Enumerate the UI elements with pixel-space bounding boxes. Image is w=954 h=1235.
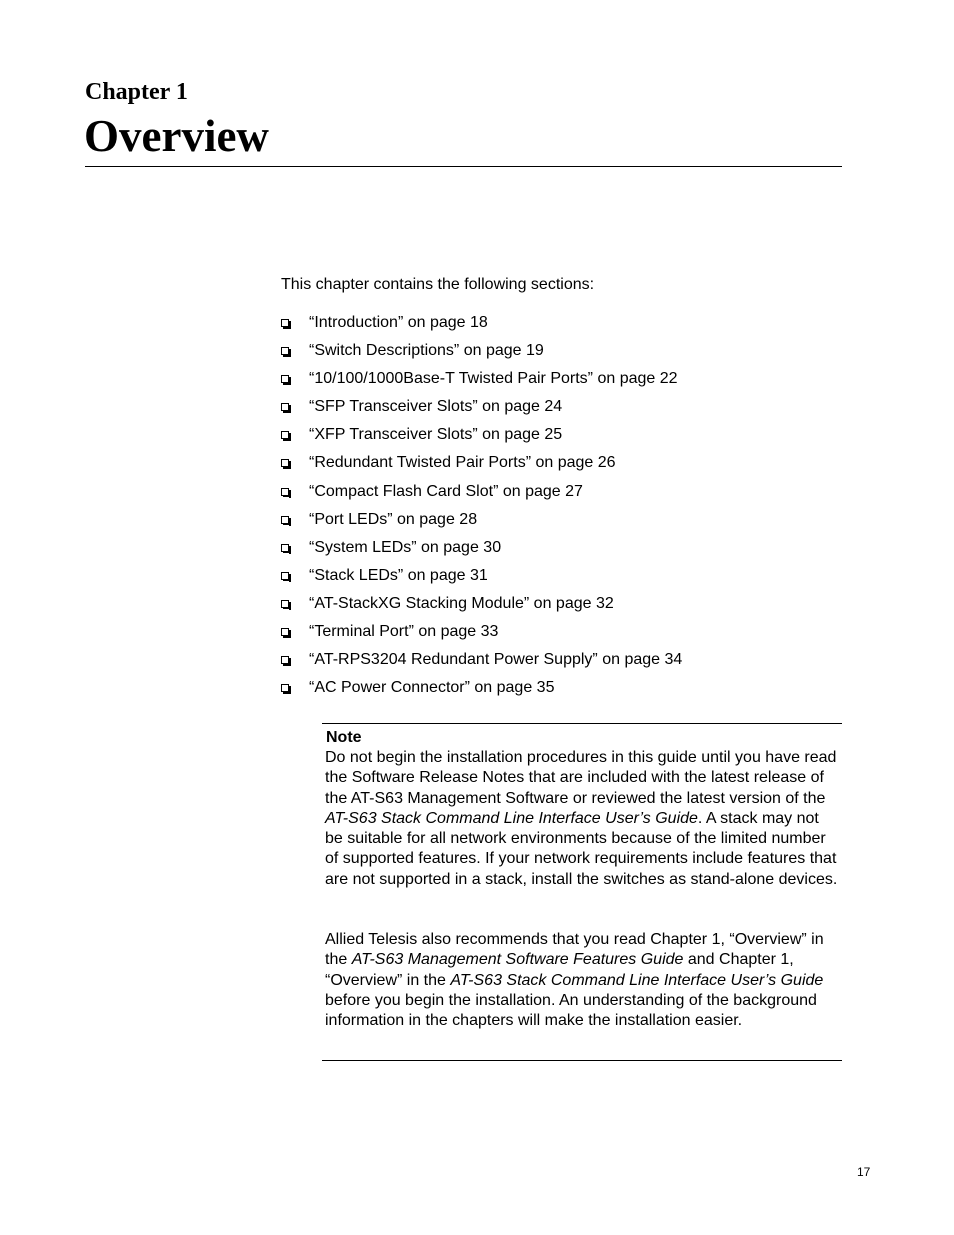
section-item bbox=[281, 622, 682, 650]
note-text: . A stack may not be suitable for all network environments because of the limited number of supported features. If your network requirements include features that are not supported in a stack, install the switches as stand-alone devices. bbox=[325, 809, 838, 888]
section-link[interactable]: “AT-RPS3204 Redundant Power Supply” on page 34 bbox=[309, 651, 683, 669]
section-item bbox=[281, 538, 682, 566]
note-text: Allied Telesis also recommends that you read Chapter 1, “Overview” in the bbox=[325, 931, 824, 969]
checkbox-icon bbox=[281, 488, 289, 496]
checkbox-icon bbox=[281, 628, 289, 636]
section-list bbox=[281, 313, 682, 706]
section-item bbox=[281, 425, 682, 453]
section-item bbox=[281, 650, 682, 678]
section-item bbox=[281, 678, 682, 706]
section-link[interactable]: “XFP Transceiver Slots” on page 25 bbox=[309, 426, 563, 444]
section-item bbox=[281, 341, 682, 369]
note-paragraph bbox=[325, 930, 840, 1031]
section-link[interactable]: “Stack LEDs” on page 31 bbox=[309, 566, 488, 584]
section-item bbox=[281, 369, 682, 397]
note-guide-title: AT-S63 Stack Command Line Interface User’s Guide bbox=[325, 809, 698, 827]
checkbox-icon bbox=[281, 459, 289, 467]
checkbox-icon bbox=[281, 572, 289, 580]
section-item bbox=[281, 594, 682, 622]
section-item bbox=[281, 313, 682, 341]
checkbox-icon bbox=[281, 544, 289, 552]
chapter-label: Chapter 1 bbox=[85, 79, 188, 105]
note-paragraph bbox=[325, 748, 840, 890]
checkbox-icon bbox=[281, 375, 289, 383]
section-link[interactable]: “Port LEDs” on page 28 bbox=[309, 510, 478, 528]
page-number: 17 bbox=[857, 1165, 871, 1179]
section-link[interactable]: “AC Power Connector” on page 35 bbox=[309, 679, 555, 697]
chapter-title: Overview bbox=[84, 111, 269, 161]
section-item bbox=[281, 510, 682, 538]
section-link[interactable]: “SFP Transceiver Slots” on page 24 bbox=[309, 398, 563, 416]
checkbox-icon bbox=[281, 516, 289, 524]
note-guide-title: AT-S63 Management Software Features Guide bbox=[351, 951, 684, 969]
checkbox-icon bbox=[281, 684, 289, 692]
checkbox-icon bbox=[281, 347, 289, 355]
checkbox-icon bbox=[281, 403, 289, 411]
section-link[interactable]: “Compact Flash Card Slot” on page 27 bbox=[309, 482, 583, 500]
checkbox-icon bbox=[281, 319, 289, 327]
section-item bbox=[281, 482, 682, 510]
section-item bbox=[281, 566, 682, 594]
checkbox-icon bbox=[281, 431, 289, 439]
note-text: Do not begin the installation procedures in this guide until you have read the Software Release Notes that are included with the latest release of the AT-S63 Management Software or reviewed the latest version of the bbox=[325, 749, 837, 807]
section-link[interactable]: “Switch Descriptions” on page 19 bbox=[309, 342, 544, 360]
note-heading: Note bbox=[326, 729, 362, 746]
checkbox-icon bbox=[281, 600, 289, 608]
note-text: before you begin the installation. An understanding of the background information in the chapters will make the installation easier. bbox=[325, 991, 817, 1029]
section-link[interactable]: “System LEDs” on page 30 bbox=[309, 538, 502, 556]
section-item bbox=[281, 453, 682, 481]
title-rule bbox=[85, 166, 842, 167]
section-link[interactable]: “AT-StackXG Stacking Module” on page 32 bbox=[309, 594, 614, 612]
section-link[interactable]: “Introduction” on page 18 bbox=[309, 314, 488, 331]
section-link[interactable]: “Redundant Twisted Pair Ports” on page 26 bbox=[309, 454, 616, 472]
section-link[interactable]: “10/100/1000Base-T Twisted Pair Ports” on page 22 bbox=[309, 370, 678, 388]
note-guide-title: AT-S63 Stack Command Line Interface User’s Guide bbox=[450, 971, 824, 989]
section-item bbox=[281, 397, 682, 425]
note-box bbox=[322, 723, 842, 1061]
checkbox-icon bbox=[281, 656, 289, 664]
note-text: and Chapter 1, “Overview” in the bbox=[325, 951, 794, 989]
section-link[interactable]: “Terminal Port” on page 33 bbox=[309, 623, 499, 641]
intro-text: This chapter contains the following sections: bbox=[281, 276, 595, 293]
